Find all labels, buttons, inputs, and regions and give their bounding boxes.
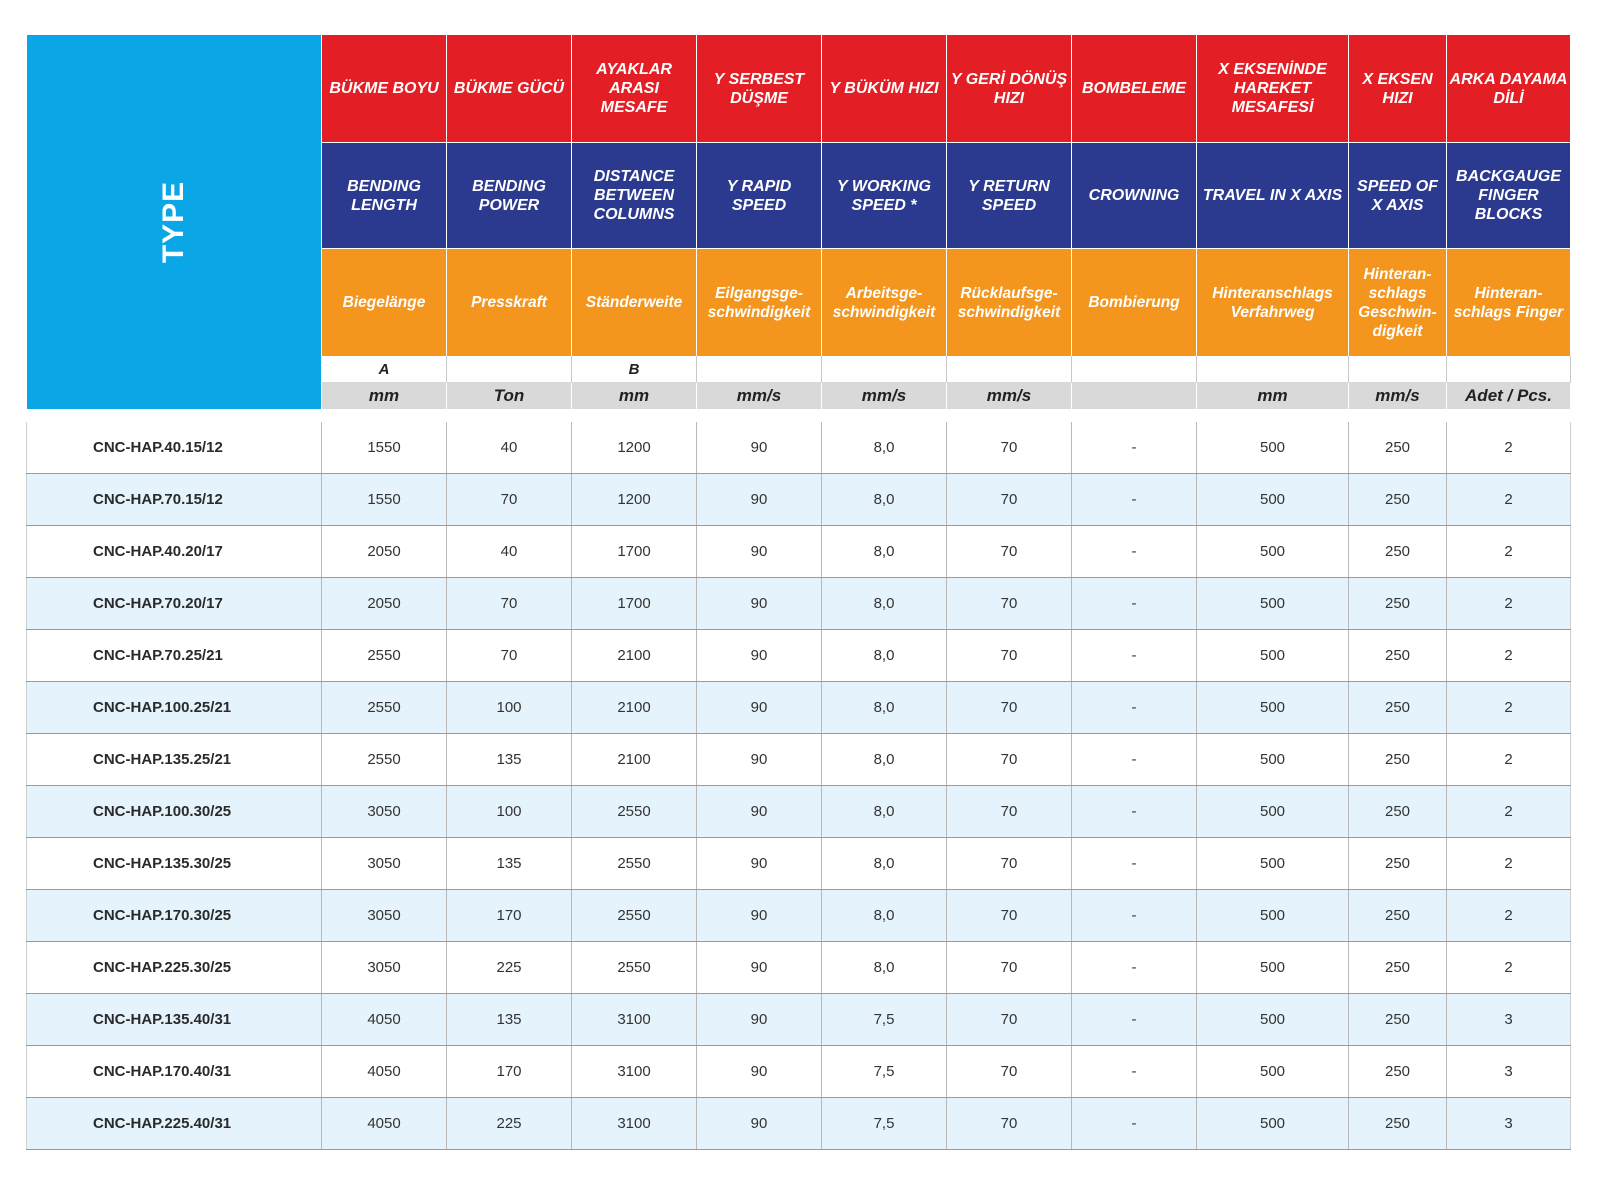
table-cell: 500	[1197, 785, 1349, 837]
header-unit-5: mm/s	[947, 383, 1072, 410]
table-cell: 3100	[572, 1097, 697, 1149]
table-cell: 8,0	[822, 681, 947, 733]
table-cell: 90	[697, 473, 822, 525]
header-unit-8: mm/s	[1349, 383, 1447, 410]
table-cell: 70	[947, 629, 1072, 681]
table-cell: 500	[1197, 422, 1349, 474]
table-cell: 3050	[322, 785, 447, 837]
table-cell: 8,0	[822, 733, 947, 785]
table-cell: 70	[447, 577, 572, 629]
header-unit-1: Ton	[447, 383, 572, 410]
table-cell: 170	[447, 889, 572, 941]
table-cell: 3050	[322, 941, 447, 993]
table-cell: 2100	[572, 733, 697, 785]
table-cell: 2050	[322, 577, 447, 629]
table-cell: 500	[1197, 681, 1349, 733]
table-row	[27, 837, 1571, 889]
table-row	[27, 629, 1571, 681]
model-name: CNC-HAP.40.20/17	[27, 525, 322, 577]
table-cell: 90	[697, 733, 822, 785]
table-cell: 8,0	[822, 473, 947, 525]
table-cell: 3100	[572, 993, 697, 1045]
table-cell: 2550	[572, 941, 697, 993]
table-cell: 2550	[572, 785, 697, 837]
model-name: CNC-HAP.135.40/31	[27, 993, 322, 1045]
table-cell: 4050	[322, 1097, 447, 1149]
table-cell: 1550	[322, 422, 447, 474]
header-unit-7: mm	[1197, 383, 1349, 410]
table-cell: 1200	[572, 473, 697, 525]
table-row	[27, 1097, 1571, 1149]
header-tr-2: AYAKLAR ARASI MESAFE	[572, 35, 697, 143]
table-cell: 90	[697, 889, 822, 941]
model-name: CNC-HAP.225.30/25	[27, 941, 322, 993]
table-cell: 90	[697, 681, 822, 733]
table-cell: 8,0	[822, 889, 947, 941]
table-cell: 100	[447, 681, 572, 733]
table-cell: 8,0	[822, 837, 947, 889]
table-row	[27, 1045, 1571, 1097]
header-tr-1: BÜKME GÜCÜ	[447, 35, 572, 143]
table-cell: -	[1072, 837, 1197, 889]
header-ref-8	[1349, 356, 1447, 383]
header-en-3: Y RAPID SPEED	[697, 143, 822, 249]
table-cell: -	[1072, 1097, 1197, 1149]
header-en-2: DISTANCE BETWEEN COLUMNS	[572, 143, 697, 249]
header-spacer	[27, 409, 1571, 422]
header-de-5: Rücklaufsge-schwindigkeit	[947, 249, 1072, 357]
header-de-9: Hinteran-schlags Finger	[1447, 249, 1571, 357]
table-cell: 135	[447, 837, 572, 889]
table-cell: 135	[447, 733, 572, 785]
table-cell: 90	[697, 1097, 822, 1149]
table-cell: 7,5	[822, 1045, 947, 1097]
table-cell: 500	[1197, 629, 1349, 681]
table-cell: 500	[1197, 837, 1349, 889]
model-name: CNC-HAP.70.25/21	[27, 629, 322, 681]
table-cell: 70	[447, 629, 572, 681]
table-row	[27, 785, 1571, 837]
table-row	[27, 889, 1571, 941]
table-cell: 90	[697, 577, 822, 629]
header-ref-1	[447, 356, 572, 383]
table-cell: 2550	[322, 629, 447, 681]
table-cell: 90	[697, 422, 822, 474]
table-cell: -	[1072, 785, 1197, 837]
table-cell: 40	[447, 422, 572, 474]
header-unit-9: Adet / Pcs.	[1447, 383, 1571, 410]
header-tr-3: Y SERBEST DÜŞME	[697, 35, 822, 143]
header-unit-2: mm	[572, 383, 697, 410]
type-header	[27, 35, 322, 409]
header-tr-4: Y BÜKÜM HIZI	[822, 35, 947, 143]
table-cell: 225	[447, 941, 572, 993]
table-row	[27, 941, 1571, 993]
table-cell: 90	[697, 785, 822, 837]
table-cell: 2550	[322, 681, 447, 733]
table-cell: 135	[447, 993, 572, 1045]
header-tr-7: X EKSENİNDE HAREKET MESAFESİ	[1197, 35, 1349, 143]
table-cell: 250	[1349, 577, 1447, 629]
model-name: CNC-HAP.135.30/25	[27, 837, 322, 889]
model-name: CNC-HAP.170.40/31	[27, 1045, 322, 1097]
header-ref-2: B	[572, 356, 697, 383]
table-cell: 250	[1349, 837, 1447, 889]
table-row	[27, 525, 1571, 577]
header-de-3: Eilgangsge-schwindigkeit	[697, 249, 822, 357]
header-unit-4: mm/s	[822, 383, 947, 410]
header-de-7: Hinteranschlags Verfahrweg	[1197, 249, 1349, 357]
table-cell: -	[1072, 577, 1197, 629]
table-cell: 90	[697, 941, 822, 993]
header-en-6: CROWNING	[1072, 143, 1197, 249]
table-cell: 250	[1349, 473, 1447, 525]
table-cell: 500	[1197, 889, 1349, 941]
table-cell: 70	[947, 733, 1072, 785]
spec-table	[26, 35, 1571, 1150]
header-de-1: Presskraft	[447, 249, 572, 357]
table-cell: 2050	[322, 525, 447, 577]
table-cell: 70	[947, 681, 1072, 733]
table-cell: 8,0	[822, 577, 947, 629]
table-cell: 250	[1349, 785, 1447, 837]
table-cell: 3050	[322, 889, 447, 941]
table-cell: 170	[447, 1045, 572, 1097]
header-ref-5	[947, 356, 1072, 383]
table-row	[27, 577, 1571, 629]
table-cell: 8,0	[822, 629, 947, 681]
table-cell: 2	[1447, 785, 1571, 837]
table-cell: 500	[1197, 733, 1349, 785]
table-cell: 3050	[322, 837, 447, 889]
table-cell: 8,0	[822, 941, 947, 993]
table-cell: 250	[1349, 681, 1447, 733]
header-en-0: BENDING LENGTH	[322, 143, 447, 249]
table-cell: 8,0	[822, 525, 947, 577]
header-en-4: Y WORKING SPEED *	[822, 143, 947, 249]
header-de-2: Ständerweite	[572, 249, 697, 357]
table-cell: 70	[947, 1097, 1072, 1149]
model-name: CNC-HAP.135.25/21	[27, 733, 322, 785]
table-cell: 2	[1447, 889, 1571, 941]
table-cell: 70	[947, 473, 1072, 525]
table-cell: 70	[947, 889, 1072, 941]
table-cell: 2100	[572, 629, 697, 681]
table-cell: -	[1072, 889, 1197, 941]
header-ref-7	[1197, 356, 1349, 383]
header-en-9: BACKGAUGE FINGER BLOCKS	[1447, 143, 1571, 249]
table-cell: 4050	[322, 1045, 447, 1097]
table-cell: 2	[1447, 422, 1571, 474]
table-cell: -	[1072, 681, 1197, 733]
header-tr-5: Y GERİ DÖNÜŞ HIZI	[947, 35, 1072, 143]
table-cell: 8,0	[822, 422, 947, 474]
model-name: CNC-HAP.40.15/12	[27, 422, 322, 474]
table-cell: 2	[1447, 525, 1571, 577]
table-cell: 7,5	[822, 1097, 947, 1149]
table-cell: -	[1072, 941, 1197, 993]
table-cell: 250	[1349, 993, 1447, 1045]
table-row	[27, 993, 1571, 1045]
table-cell: 70	[947, 941, 1072, 993]
table-cell: 70	[447, 473, 572, 525]
header-ref-3	[697, 356, 822, 383]
table-cell: 500	[1197, 525, 1349, 577]
table-cell: 2	[1447, 577, 1571, 629]
table-cell: 2100	[572, 681, 697, 733]
table-cell: 1700	[572, 577, 697, 629]
table-cell: 250	[1349, 525, 1447, 577]
table-cell: 250	[1349, 1097, 1447, 1149]
header-en-8: SPEED OF X AXIS	[1349, 143, 1447, 249]
table-cell: -	[1072, 733, 1197, 785]
table-cell: 3100	[572, 1045, 697, 1097]
table-cell: 2	[1447, 681, 1571, 733]
table-cell: 250	[1349, 889, 1447, 941]
header-en-5: Y RETURN SPEED	[947, 143, 1072, 249]
table-cell: 8,0	[822, 785, 947, 837]
table-cell: 70	[947, 577, 1072, 629]
table-cell: 500	[1197, 473, 1349, 525]
table-cell: 2	[1447, 941, 1571, 993]
table-cell: 90	[697, 525, 822, 577]
table-row	[27, 733, 1571, 785]
table-row	[27, 681, 1571, 733]
table-cell: 90	[697, 837, 822, 889]
model-name: CNC-HAP.170.30/25	[27, 889, 322, 941]
table-cell: -	[1072, 473, 1197, 525]
table-row	[27, 473, 1571, 525]
table-cell: 1700	[572, 525, 697, 577]
table-cell: 2	[1447, 629, 1571, 681]
table-cell: 90	[697, 1045, 822, 1097]
type-label: TYPE	[156, 180, 190, 263]
spacer-cell	[27, 409, 1571, 422]
model-name: CNC-HAP.100.25/21	[27, 681, 322, 733]
table-cell: 2	[1447, 733, 1571, 785]
table-cell: 3	[1447, 1097, 1571, 1149]
table-cell: -	[1072, 993, 1197, 1045]
model-name: CNC-HAP.70.20/17	[27, 577, 322, 629]
header-unit-3: mm/s	[697, 383, 822, 410]
header-de-6: Bombierung	[1072, 249, 1197, 357]
header-de-8: Hinteran-schlags Geschwin-digkeit	[1349, 249, 1447, 357]
header-unit-0: mm	[322, 383, 447, 410]
table-cell: 500	[1197, 1045, 1349, 1097]
table-cell: 1200	[572, 422, 697, 474]
spec-table-container	[26, 35, 1570, 1150]
header-row-turkish	[27, 35, 1571, 143]
table-cell: 250	[1349, 733, 1447, 785]
table-cell: -	[1072, 629, 1197, 681]
table-cell: 250	[1349, 629, 1447, 681]
header-de-0: Biegelänge	[322, 249, 447, 357]
header-tr-8: X EKSEN HIZI	[1349, 35, 1447, 143]
table-cell: 70	[947, 1045, 1072, 1097]
table-cell: 70	[947, 785, 1072, 837]
header-de-4: Arbeitsge-schwindigkeit	[822, 249, 947, 357]
table-cell: 90	[697, 993, 822, 1045]
model-name: CNC-HAP.100.30/25	[27, 785, 322, 837]
header-ref-4	[822, 356, 947, 383]
table-cell: 500	[1197, 941, 1349, 993]
table-cell: 2	[1447, 473, 1571, 525]
table-cell: 70	[947, 837, 1072, 889]
table-cell: 500	[1197, 993, 1349, 1045]
table-cell: 4050	[322, 993, 447, 1045]
table-cell: 2550	[322, 733, 447, 785]
table-cell: 250	[1349, 941, 1447, 993]
model-name: CNC-HAP.225.40/31	[27, 1097, 322, 1149]
table-cell: 70	[947, 422, 1072, 474]
table-cell: 1550	[322, 473, 447, 525]
table-cell: 70	[947, 525, 1072, 577]
header-tr-9: ARKA DAYAMA DİLİ	[1447, 35, 1571, 143]
header-ref-6	[1072, 356, 1197, 383]
table-cell: 2550	[572, 837, 697, 889]
table-cell: 500	[1197, 1097, 1349, 1149]
table-cell: 250	[1349, 422, 1447, 474]
header-ref-9	[1447, 356, 1571, 383]
table-cell: 250	[1349, 1045, 1447, 1097]
table-cell: 225	[447, 1097, 572, 1149]
table-cell: 2	[1447, 837, 1571, 889]
header-ref-0: A	[322, 356, 447, 383]
table-cell: 500	[1197, 577, 1349, 629]
table-body	[27, 409, 1571, 1149]
table-cell: -	[1072, 1045, 1197, 1097]
model-name: CNC-HAP.70.15/12	[27, 473, 322, 525]
table-cell: 90	[697, 629, 822, 681]
header-unit-6	[1072, 383, 1197, 410]
table-cell: 70	[947, 993, 1072, 1045]
table-cell: 7,5	[822, 993, 947, 1045]
table-header	[27, 35, 1571, 409]
table-cell: -	[1072, 525, 1197, 577]
table-cell: 3	[1447, 993, 1571, 1045]
header-tr-0: BÜKME BOYU	[322, 35, 447, 143]
table-row	[27, 422, 1571, 474]
table-cell: 3	[1447, 1045, 1571, 1097]
table-cell: 2550	[572, 889, 697, 941]
header-en-1: BENDING POWER	[447, 143, 572, 249]
header-tr-6: BOMBELEME	[1072, 35, 1197, 143]
table-cell: 100	[447, 785, 572, 837]
table-cell: 40	[447, 525, 572, 577]
header-en-7: TRAVEL IN X AXIS	[1197, 143, 1349, 249]
table-cell: -	[1072, 422, 1197, 474]
